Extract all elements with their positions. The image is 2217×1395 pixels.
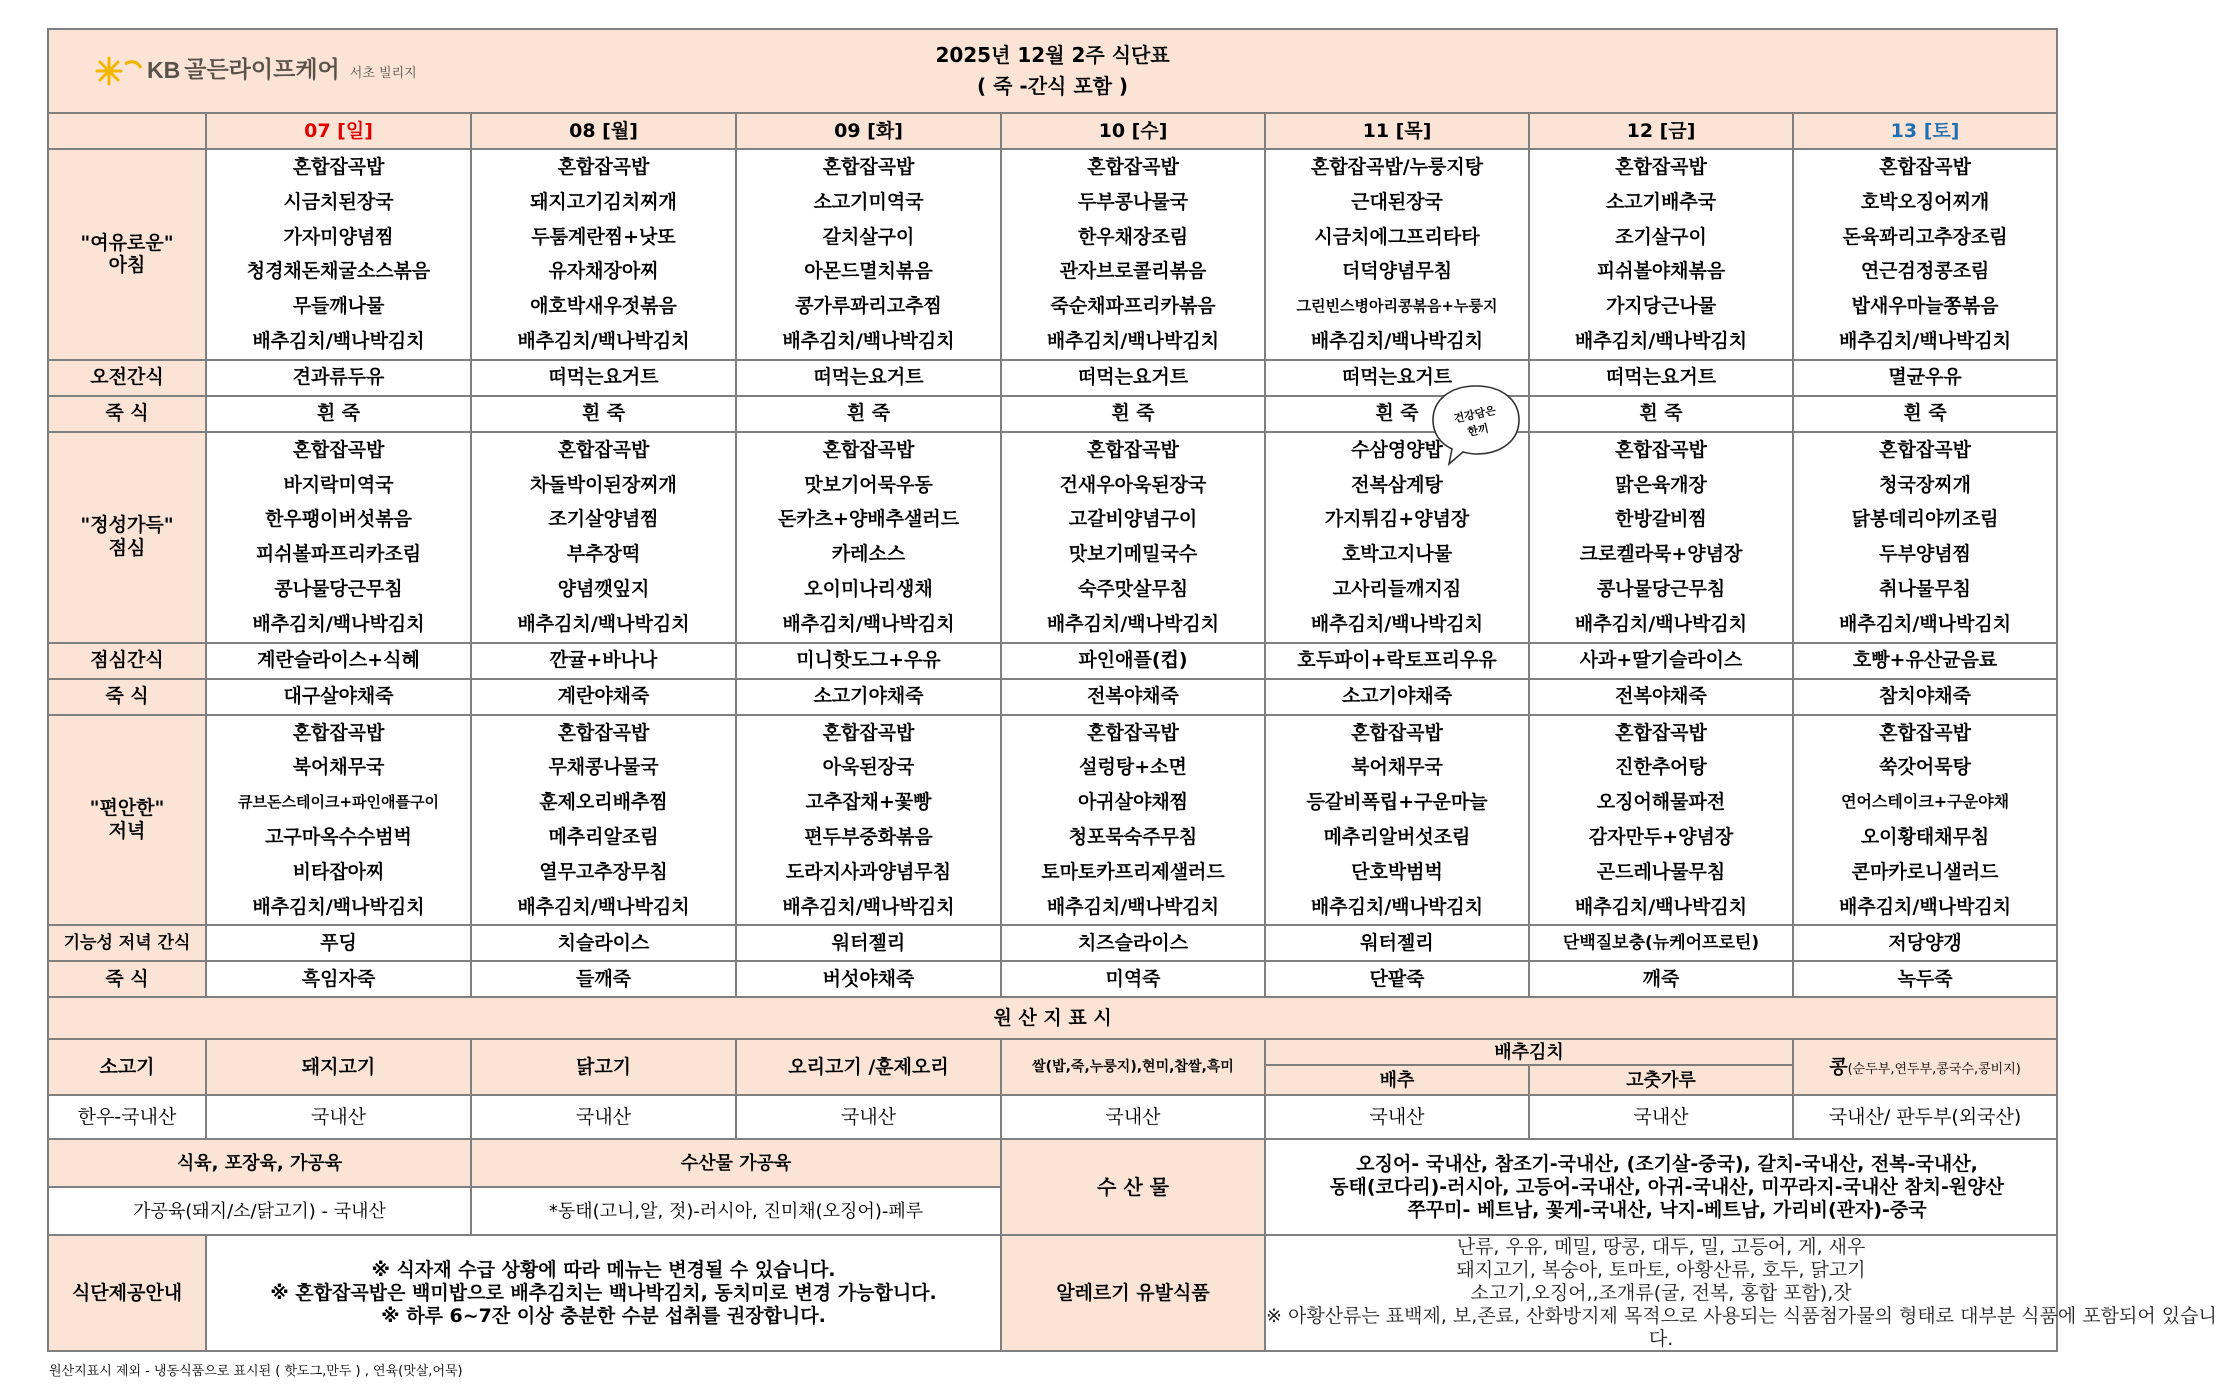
dinner-dish: 큐브돈스테이크+파인애플구이 xyxy=(238,793,439,812)
dinner-dish: 혼합잡곡밥 xyxy=(822,721,915,744)
breakfast-dish: 소고기배추국 xyxy=(1605,190,1717,213)
guide-line: ※ 혼합잡곡밥은 백미밥으로 배추김치는 백나박김치, 동치미로 변경 가능합니다. xyxy=(270,1281,937,1304)
breakfast-dish: 혼합잡곡밥 xyxy=(292,156,385,178)
dinner-dish: 배추김치/백나박김치 xyxy=(517,895,690,918)
dinner-dish: 청포묵숙주무침 xyxy=(1068,825,1198,848)
breakfast-dish: 배추김치/백나박김치 xyxy=(1838,329,2012,352)
footer-note: 원산지표시 제외 - 냉동식품으로 표시된 ( 핫도그,만두 ) , 연육(맛살,어묵) xyxy=(49,1364,463,1379)
breakfast-dish: 가자미양념찜 xyxy=(283,225,394,248)
porridge-item: 흰 죽 xyxy=(471,396,736,432)
breakfast-cell xyxy=(206,149,471,360)
breakfast-dish: 혼합잡곡밥 xyxy=(1879,156,1971,178)
evening-snack-item: 치슬라이스 xyxy=(471,925,736,961)
dinner-cell xyxy=(1001,715,1265,926)
breakfast-dish: 돈육꽈리고추장조림 xyxy=(1842,225,2008,248)
dinner-dish: 도라지사과양념무침 xyxy=(785,860,952,883)
lunch-dish: 고갈비양념구이 xyxy=(1068,508,1198,531)
breakfast-dish: 소고기미역국 xyxy=(813,190,924,213)
dinner-dish: 단호박범벅 xyxy=(1351,860,1443,883)
breakfast-label-2: 아침 xyxy=(108,254,146,277)
lunch-dish: 배추김치/백나박김치 xyxy=(1310,612,1484,635)
porridge-label: 죽 식 xyxy=(48,396,206,432)
lunch-snack-item: 호두파이+락토프리우유 xyxy=(1265,643,1529,679)
breakfast-dish: 혼합잡곡밥 xyxy=(822,156,915,178)
origin-value: 국내산/ 판두부(외국산) xyxy=(1793,1095,2057,1139)
dinner-dish: 열무고추장무침 xyxy=(539,860,668,883)
breakfast-dish: 관자브로콜리볶음 xyxy=(1059,260,1207,283)
porridge-item: 계란야채죽 xyxy=(471,679,736,715)
breakfast-dish: 배추김치/백나박김치 xyxy=(782,329,955,352)
origin-header-cabbage: 배추 xyxy=(1265,1065,1529,1095)
lunch-dish: 콩나물당근무침 xyxy=(1596,577,1726,600)
lunch-label xyxy=(48,432,206,643)
breakfast-dish: 애호박새우젓볶음 xyxy=(530,295,677,318)
lunch-cell xyxy=(1001,432,1265,643)
origin-value: 한우-국내산 xyxy=(48,1095,206,1139)
lunch-dish: 건새우아욱된장국 xyxy=(1059,473,1207,496)
dinner-dish: 배추김치/백나박김치 xyxy=(1838,895,2012,918)
breakfast-cell xyxy=(471,149,736,360)
porridge-label: 죽 식 xyxy=(48,679,206,715)
dinner-dish: 배추김치/백나박김치 xyxy=(782,895,955,918)
breakfast-dish: 시금치에그프리타타 xyxy=(1314,225,1480,248)
speech-bubble xyxy=(1427,380,1525,468)
dinner-dish: 혼합잡곡밥 xyxy=(1351,721,1443,744)
evening-snack-item: 워터젤리 xyxy=(1265,925,1529,961)
dinner-dish: 혼합잡곡밥 xyxy=(1087,721,1179,744)
origin-header-pork: 돼지고기 xyxy=(206,1039,471,1095)
seafood-label: 수 산 물 xyxy=(1001,1139,1265,1235)
lunch-dish: 호박고지나물 xyxy=(1341,543,1453,566)
evening-snack-item: 푸딩 xyxy=(206,925,471,961)
porridge-item: 미역죽 xyxy=(1001,961,1265,997)
lunch-dish: 부추장떡 xyxy=(566,543,641,566)
lunch-dish: 카레소스 xyxy=(831,543,906,566)
evening-snack-item: 저당양갱 xyxy=(1793,925,2057,961)
origin-header-bean-sub: (순두부,연두부,콩국수,콩비지) xyxy=(1847,1061,2021,1077)
morning-snack-item: 멸균우유 xyxy=(1793,360,2057,396)
lunch-dish: 혼합잡곡밥 xyxy=(1615,438,1707,461)
dinner-dish: 북어채무국 xyxy=(1351,756,1443,779)
seafood-line: 쭈꾸미- 베트남, 꽃게-국내산, 낙지-베트남, 가리비(관자)-중국 xyxy=(1407,1198,1927,1221)
dinner-dish: 훈제오리배추찜 xyxy=(539,791,668,814)
lunch-cell xyxy=(471,432,736,643)
porridge-item: 단팥죽 xyxy=(1265,961,1529,997)
allergy-line: ※ 아황산류는 표백제, 보,존료, 산화방지제 목적으로 사용되는 식품첨가물의 형태로 대부분 식품에 포함되어 있습니 xyxy=(1266,1304,2217,1327)
origin-header-bean xyxy=(1793,1039,2057,1095)
lunch-dish: 고사리들깨지짐 xyxy=(1332,577,1462,600)
morning-snack-item: 떠먹는요거트 xyxy=(1529,360,1793,396)
processed-seafood-header: 수산물 가공육 xyxy=(471,1139,1001,1187)
lunch-dish: 가지튀김+양념장 xyxy=(1324,508,1470,531)
breakfast-dish: 두부콩나물국 xyxy=(1077,190,1189,213)
kb-logo xyxy=(95,54,417,88)
lunch-dish: 맑은육개장 xyxy=(1615,473,1707,496)
page-title: 2025년 12월 2주 식단표 xyxy=(935,43,1170,67)
lunch-dish: 배추김치/백나박김치 xyxy=(782,612,955,635)
dinner-dish: 콘마카로니샐러드 xyxy=(1851,860,1999,883)
porridge-item: 버섯야채죽 xyxy=(736,961,1001,997)
day-header: 10 [수] xyxy=(1001,113,1265,149)
lunch-dish: 오이미나리생채 xyxy=(804,577,933,600)
lunch-label-2: 점심 xyxy=(108,537,146,560)
dinner-dish: 혼합잡곡밥 xyxy=(292,721,385,744)
morning-snack-item: 떠먹는요거트 xyxy=(736,360,1001,396)
evening-snack-item: 단백질보충(뉴케어프로틴) xyxy=(1529,925,1793,961)
lunch-dish: 차돌박이된장찌개 xyxy=(530,473,677,496)
origin-header-kimchi: 배추김치 xyxy=(1265,1039,1793,1065)
morning-snack-item: 떠먹는요거트 xyxy=(471,360,736,396)
dinner-cell xyxy=(471,715,736,926)
bubble-text-2: 한끼 xyxy=(1466,421,1490,439)
lunch-dish: 배추김치/백나박김치 xyxy=(1574,612,1748,635)
origin-value: 국내산 xyxy=(736,1095,1001,1139)
dinner-cell xyxy=(1265,715,1529,926)
porridge-label: 죽 식 xyxy=(48,961,206,997)
evening-snack-label: 기능성 저녁 간식 xyxy=(48,925,206,961)
origin-header-duck: 오리고기 /훈제오리 xyxy=(736,1039,1001,1095)
lunch-dish: 배추김치/백나박김치 xyxy=(252,612,425,635)
breakfast-cell xyxy=(1529,149,1793,360)
breakfast-dish: 호박오징어찌개 xyxy=(1860,190,1990,213)
breakfast-dish: 그린빈스병아리콩볶음+누룽지 xyxy=(1296,297,1498,316)
origin-header-chicken: 닭고기 xyxy=(471,1039,736,1095)
dinner-dish: 비타잡아찌 xyxy=(292,860,385,883)
dinner-dish: 혼합잡곡밥 xyxy=(1879,721,1971,744)
lunch-dish: 조기살양념찜 xyxy=(548,508,659,531)
lunch-dish: 바지락미역국 xyxy=(283,473,394,496)
day-header: 11 [목] xyxy=(1265,113,1529,149)
dinner-dish: 메추리알버섯조림 xyxy=(1323,825,1471,848)
porridge-item: 소고기야채죽 xyxy=(1265,679,1529,715)
dinner-dish: 혼합잡곡밥 xyxy=(1615,721,1707,744)
breakfast-dish: 혼합잡곡밥/누룽지탕 xyxy=(1310,156,1484,178)
star-logo-icon xyxy=(95,54,145,88)
dinner-dish: 아욱된장국 xyxy=(822,756,915,779)
breakfast-dish: 콩가루꽈리고추찜 xyxy=(795,295,942,318)
origin-value: 국내산 xyxy=(471,1095,736,1139)
origin-header-rice: 쌀(밥,죽,누룽지),현미,찹쌀,흑미 xyxy=(1001,1039,1265,1095)
menu-table xyxy=(47,28,2217,1352)
brand-sub: 서초 빌리지 xyxy=(349,66,417,82)
breakfast-dish: 배추김치/백나박김치 xyxy=(1310,329,1484,352)
breakfast-dish: 배추김치/백나박김치 xyxy=(517,329,690,352)
breakfast-dish: 아몬드멸치볶음 xyxy=(804,260,933,283)
origin-value: 국내산 xyxy=(206,1095,471,1139)
dinner-dish: 연어스테이크+구운야채 xyxy=(1841,792,2010,812)
breakfast-cell xyxy=(1265,149,1529,360)
seafood-origin-list xyxy=(1265,1139,2057,1235)
morning-snack-item: 떠먹는요거트 xyxy=(1001,360,1265,396)
breakfast-dish: 청경채돈채굴소스볶음 xyxy=(246,260,431,283)
brand-name: 골든라이프케어 xyxy=(184,57,340,84)
porridge-item: 소고기야채죽 xyxy=(736,679,1001,715)
processed-meat-value: 가공육(돼지/소/닭고기) - 국내산 xyxy=(48,1187,471,1235)
origin-header-beef: 소고기 xyxy=(48,1039,206,1095)
porridge-item: 흰 죽 xyxy=(1265,396,1529,432)
dinner-dish: 북어채무국 xyxy=(292,756,385,779)
guide-line: ※ 식자재 수급 상황에 따라 메뉴는 변경될 수 있습니다. xyxy=(371,1259,836,1282)
origin-value: 국내산 xyxy=(1001,1095,1265,1139)
breakfast-dish: 혼합잡곡밥 xyxy=(1087,156,1179,178)
lunch-dish: 콩나물당근무침 xyxy=(274,577,403,600)
dinner-dish: 배추김치/백나박김치 xyxy=(252,895,425,918)
breakfast-dish: 배추김치/백나박김치 xyxy=(1046,329,1220,352)
dinner-dish: 배추김치/백나박김치 xyxy=(1574,895,1748,918)
corner-cell xyxy=(48,113,206,149)
lunch-label-1: "정성가득" xyxy=(80,514,174,537)
lunch-dish: 청국장찌개 xyxy=(1879,473,1971,496)
lunch-dish: 혼합잡곡밥 xyxy=(1879,438,1971,461)
day-header: 07 [일] xyxy=(206,113,471,149)
lunch-dish: 배추김치/백나박김치 xyxy=(1838,612,2012,635)
origin-header-chili: 고춧가루 xyxy=(1529,1065,1793,1095)
guide-label: 식단제공안내 xyxy=(48,1235,206,1351)
title-banner xyxy=(48,29,2057,113)
morning-snack-item: 견과류두유 xyxy=(206,360,471,396)
lunch-cell xyxy=(1793,432,2057,643)
porridge-item: 흰 죽 xyxy=(206,396,471,432)
porridge-item: 흑임자죽 xyxy=(206,961,471,997)
lunch-dish: 수삼영양밥 xyxy=(1351,438,1443,461)
dinner-cell xyxy=(1793,715,2057,926)
dinner-cell xyxy=(206,715,471,926)
lunch-dish: 피쉬볼파프리카조림 xyxy=(255,543,422,566)
porridge-item: 흰 죽 xyxy=(1001,396,1265,432)
day-header: 12 [금] xyxy=(1529,113,1793,149)
dinner-dish: 배추김치/백나박김치 xyxy=(1046,895,1220,918)
dinner-dish: 오징어해물파전 xyxy=(1596,791,1726,814)
porridge-item: 흰 죽 xyxy=(736,396,1001,432)
breakfast-dish: 혼합잡곡밥 xyxy=(1615,156,1707,178)
lunch-dish: 배추김치/백나박김치 xyxy=(1046,612,1220,635)
lunch-dish: 혼합잡곡밥 xyxy=(557,438,650,461)
lunch-dish: 돈카츠+양배추샐러드 xyxy=(777,508,960,531)
breakfast-dish: 가지당근나물 xyxy=(1605,295,1717,318)
dinner-label-2: 저녁 xyxy=(108,819,146,842)
morning-snack-label: 오전간식 xyxy=(48,360,206,396)
dinner-dish: 고구마옥수수범벅 xyxy=(265,825,412,848)
porridge-item: 대구살야채죽 xyxy=(206,679,471,715)
brand-kb: KB xyxy=(147,57,181,84)
lunch-snack-item: 미니핫도그+우유 xyxy=(736,643,1001,679)
dinner-dish: 편두부중화볶음 xyxy=(804,825,933,848)
dinner-label-1: "편안한" xyxy=(89,797,165,820)
dinner-dish: 쑥갓어묵탕 xyxy=(1879,756,1971,779)
dinner-dish: 무채콩나물국 xyxy=(548,756,659,779)
breakfast-dish: 무들깨나물 xyxy=(292,295,385,318)
dinner-dish: 등갈비폭립+구운마늘 xyxy=(1306,791,1488,814)
processed-meat-header: 식육, 포장육, 가공육 xyxy=(48,1139,471,1187)
porridge-item: 깨죽 xyxy=(1529,961,1793,997)
allergy-line: 소고기,오징어,,조개류(굴, 전복, 홍합 포함),잣 xyxy=(1470,1281,1852,1304)
lunch-dish: 배추김치/백나박김치 xyxy=(517,612,690,635)
dinner-dish: 메추리알조림 xyxy=(548,825,659,848)
breakfast-dish: 배추김치/백나박김치 xyxy=(252,329,425,352)
breakfast-dish: 조기살구이 xyxy=(1615,225,1707,248)
dinner-dish: 아귀살야채찜 xyxy=(1077,791,1189,814)
lunch-snack-item: 파인애플(컵) xyxy=(1001,643,1265,679)
breakfast-label xyxy=(48,149,206,360)
breakfast-dish: 혼합잡곡밥 xyxy=(557,156,650,178)
porridge-item: 흰 죽 xyxy=(1529,396,1793,432)
breakfast-dish: 돼지고기김치찌개 xyxy=(530,190,677,213)
lunch-cell xyxy=(206,432,471,643)
seafood-line: 오징어- 국내산, 참조기-국내산, (조기살-중국), 갈치-국내산, 전복-국내산, xyxy=(1356,1153,1978,1176)
dinner-label xyxy=(48,715,206,926)
dinner-dish: 진한추어탕 xyxy=(1615,756,1707,779)
porridge-item: 녹두죽 xyxy=(1793,961,2057,997)
lunch-dish: 한방갈비찜 xyxy=(1615,508,1707,531)
evening-snack-item: 워터젤리 xyxy=(736,925,1001,961)
lunch-dish: 혼합잡곡밥 xyxy=(1087,438,1179,461)
lunch-cell xyxy=(736,432,1001,643)
allergy-label: 알레르기 유발식품 xyxy=(1001,1235,1265,1351)
lunch-cell xyxy=(1529,432,1793,643)
breakfast-cell xyxy=(1001,149,1265,360)
dinner-cell xyxy=(736,715,1001,926)
breakfast-dish: 더덕양념무침 xyxy=(1341,260,1453,283)
lunch-dish: 혼합잡곡밥 xyxy=(292,438,385,461)
dinner-dish: 오이황태채무침 xyxy=(1860,825,1990,848)
dinner-cell xyxy=(1529,715,1793,926)
breakfast-dish: 연근검정콩조림 xyxy=(1860,260,1990,283)
page-subtitle: ( 죽 -간식 포함 ) xyxy=(977,74,1129,98)
dinner-dish: 감자만두+양념장 xyxy=(1588,825,1734,848)
guide-notes xyxy=(206,1235,1001,1351)
dinner-dish: 설렁탕+소면 xyxy=(1079,756,1187,779)
lunch-dish: 전복삼계탕 xyxy=(1351,473,1443,496)
lunch-snack-label: 점심간식 xyxy=(48,643,206,679)
lunch-dish: 크로켈라묵+양념장 xyxy=(1579,543,1743,566)
day-header: 09 [화] xyxy=(736,113,1001,149)
evening-snack-item: 치즈슬라이스 xyxy=(1001,925,1265,961)
lunch-snack-item: 계란슬라이스+식혜 xyxy=(206,643,471,679)
origin-value: 국내산 xyxy=(1529,1095,1793,1139)
breakfast-dish: 배추김치/백나박김치 xyxy=(1574,329,1748,352)
allergy-line: 다. xyxy=(1648,1327,1674,1350)
breakfast-dish: 근대된장국 xyxy=(1351,190,1443,213)
breakfast-dish: 피쉬볼야채볶음 xyxy=(1596,260,1726,283)
morning-snack-item: 떠먹는요거트 xyxy=(1265,360,1529,396)
day-header: 13 [토] xyxy=(1793,113,2057,149)
porridge-item: 참치야채죽 xyxy=(1793,679,2057,715)
dinner-dish: 고추잡채+꽃빵 xyxy=(805,791,932,814)
lunch-dish: 닭봉데리야끼조림 xyxy=(1851,508,1999,531)
breakfast-dish: 죽순채파프리카볶음 xyxy=(1050,295,1216,318)
allergy-list xyxy=(1265,1235,2217,1351)
origin-header-bean-label: 콩 xyxy=(1829,1055,1848,1078)
origin-value: 국내산 xyxy=(1265,1095,1529,1139)
bubble-text-1: 건강담은 xyxy=(1452,403,1498,426)
porridge-item: 전복야채죽 xyxy=(1529,679,1793,715)
day-header: 08 [월] xyxy=(471,113,736,149)
breakfast-dish: 시금치된장국 xyxy=(283,190,394,213)
lunch-dish: 양념깻잎지 xyxy=(557,577,650,600)
lunch-snack-item: 사과+딸기슬라이스 xyxy=(1529,643,1793,679)
breakfast-dish: 갈치살구이 xyxy=(822,225,915,248)
porridge-item: 들깨죽 xyxy=(471,961,736,997)
allergy-line: 난류, 우유, 메밀, 땅콩, 대두, 밀, 고등어, 게, 새우 xyxy=(1456,1236,1866,1259)
lunch-dish: 맛보기메밀국수 xyxy=(1068,543,1198,566)
dinner-dish: 배추김치/백나박김치 xyxy=(1310,895,1484,918)
dinner-dish: 혼합잡곡밥 xyxy=(557,721,650,744)
lunch-dish: 한우팽이버섯볶음 xyxy=(265,508,412,531)
breakfast-dish: 밥새우마늘쫑볶음 xyxy=(1851,295,1999,318)
lunch-dish: 숙주맛살무침 xyxy=(1077,577,1189,600)
breakfast-cell xyxy=(1793,149,2057,360)
porridge-item: 전복야채죽 xyxy=(1001,679,1265,715)
breakfast-dish: 유자채장아찌 xyxy=(548,260,659,283)
lunch-dish: 혼합잡곡밥 xyxy=(822,438,915,461)
dinner-dish: 토마토카프리제샐러드 xyxy=(1041,860,1225,883)
breakfast-label-1: "여유로운" xyxy=(80,231,174,254)
breakfast-cell xyxy=(736,149,1001,360)
lunch-dish: 두부양념찜 xyxy=(1879,543,1971,566)
seafood-line: 동태(코다리)-러시아, 고등어-국내산, 아귀-국내산, 미꾸라지-국내산 참치-원양산 xyxy=(1330,1175,2004,1198)
breakfast-dish: 한우채장조림 xyxy=(1077,225,1189,248)
processed-seafood-value: *동태(고니,알, 젓)-러시아, 진미채(오징어)-페루 xyxy=(471,1187,1001,1235)
guide-line: ※ 하루 6~7잔 이상 충분한 수분 섭취를 권장합니다. xyxy=(381,1304,826,1327)
allergy-line: 돼지고기, 복숭아, 토마토, 아황산류, 호두, 닭고기 xyxy=(1456,1259,1866,1282)
lunch-snack-item: 호빵+유산균음료 xyxy=(1793,643,2057,679)
origin-title: 원 산 지 표 시 xyxy=(48,997,2057,1039)
breakfast-dish: 두툼계란찜+낫또 xyxy=(531,225,676,248)
porridge-item: 흰 죽 xyxy=(1793,396,2057,432)
lunch-dish: 취나물무침 xyxy=(1879,577,1971,600)
lunch-snack-item: 깐귤+바나나 xyxy=(471,643,736,679)
dinner-dish: 곤드레나물무침 xyxy=(1596,860,1726,883)
lunch-dish: 맛보기어묵우동 xyxy=(804,473,933,496)
menu-sheet xyxy=(47,28,2217,1352)
